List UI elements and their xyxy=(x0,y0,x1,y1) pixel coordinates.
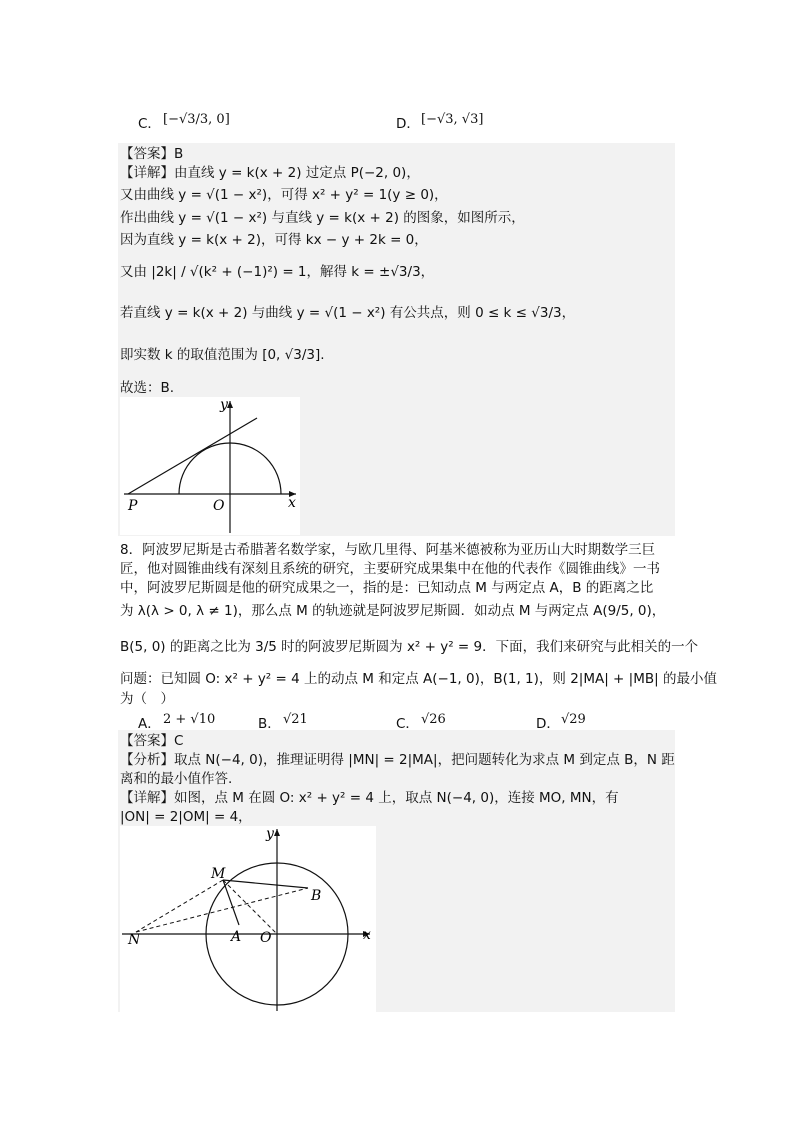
q8-o-label: O xyxy=(260,930,272,946)
q8-option-c-value: √26 xyxy=(421,712,446,727)
q7-line-8: 故选：B. xyxy=(120,380,175,396)
q8-line-5: B(5, 0) 的距离之比为 3/5 时的阿波罗尼斯圆为 x² + y² = 9．下面，我们来研究与此相关的一个 xyxy=(120,639,699,655)
q8-n-label: N xyxy=(128,932,141,948)
q8-detail-line-2: |ON| = 2|OM| = 4， xyxy=(120,809,252,825)
q8-analysis-line-2: 离和的最小值作答. xyxy=(120,771,233,787)
q8-option-a-value: 2 + √10 xyxy=(163,712,216,727)
q8-analysis-line-1: 【分析】取点 N(−4, 0)，推理证明得 |MN| = 2|MA|，把问题转化为求点 M 到定点 B，N 距 xyxy=(120,752,675,768)
q8-option-d-value: √29 xyxy=(561,712,586,727)
q7-line-6: 若直线 y = k(x + 2) 与曲线 y = √(1 − x²) 有公共点，则 0 ≤ k ≤ √3/3， xyxy=(120,305,576,321)
q8-detail-line-1: 【详解】如图，点 M 在圆 O: x² + y² = 4 上，取点 N(−4, 0)，连接 MO, MN，有 xyxy=(120,790,619,806)
q7-o-label: O xyxy=(213,498,225,514)
q8-y-label: y xyxy=(266,826,274,842)
q8-figure xyxy=(120,826,376,1012)
q8-line-6: 问题：已知圆 O: x² + y² = 4 上的动点 M 和定点 A(−1, 0)，B(1, 1)，则 2|MA| + |MB| 的最小值 xyxy=(120,671,717,687)
q8-option-b-value: √21 xyxy=(283,712,308,727)
q8-line-7: 为（ ） xyxy=(120,691,174,707)
q7-y-label: y xyxy=(220,397,228,413)
q8-a-label: A xyxy=(231,929,242,945)
q8-x-label: x xyxy=(363,927,371,943)
q8-option-a-letter: A． xyxy=(138,716,161,732)
q7-line-2: 又由曲线 y = √(1 − x²)，可得 x² + y² = 1(y ≥ 0)， xyxy=(120,187,448,203)
q8-line-3: 中，阿波罗尼斯圆是他的研究成果之一，指的是：已知动点 M 与两定点 A，B 的距离之比 xyxy=(120,580,654,596)
q8-b-label: B xyxy=(311,888,322,904)
q8-option-b-letter: B． xyxy=(258,716,281,732)
option-c-value: [−√3/3, 0] xyxy=(163,112,230,127)
q8-option-c-letter: C． xyxy=(396,716,419,732)
option-c-letter: C． xyxy=(138,116,161,132)
q8-figure-background xyxy=(120,826,376,1012)
option-d-letter: D． xyxy=(396,116,420,132)
q7-line-5: 又由 |2k| / √(k² + (−1)²) = 1，解得 k = ±√3/3， xyxy=(120,264,435,280)
q7-line-7: 即实数 k 的取值范围为 [0, √3/3]. xyxy=(120,347,325,363)
q8-option-d-letter: D． xyxy=(536,716,560,732)
q7-line-4: 因为直线 y = k(x + 2)，可得 kx − y + 2k = 0， xyxy=(120,232,428,248)
q7-line-3: 作出曲线 y = √(1 − x²) 与直线 y = k(x + 2) 的图象，如图所示， xyxy=(120,210,525,226)
q7-line-1: 【详解】由直线 y = k(x + 2) 过定点 P(−2, 0)， xyxy=(120,165,420,181)
q8-line-4: 为 λ(λ > 0, λ ≠ 1)，那么点 M 的轨迹就是阿波罗尼斯圆．如动点 M 与两定点 A(9/5, 0)， xyxy=(120,603,666,619)
q7-figure xyxy=(120,397,300,535)
q8-m-label: M xyxy=(211,866,226,882)
q7-answer: 【答案】B xyxy=(120,146,184,162)
q7-x-label: x xyxy=(288,495,296,511)
q7-p-label: P xyxy=(128,498,138,514)
q8-line-2: 匠，他对圆锥曲线有深刻且系统的研究，主要研究成果集中在他的代表作《圆锥曲线》一书 xyxy=(120,561,660,577)
q8-line-1: 8．阿波罗尼斯是古希腊著名数学家，与欧几里得、阿基米德被称为亚历山大时期数学三巨 xyxy=(120,542,656,558)
option-d-value: [−√3, √3] xyxy=(421,112,484,127)
q8-answer: 【答案】C xyxy=(120,733,184,749)
